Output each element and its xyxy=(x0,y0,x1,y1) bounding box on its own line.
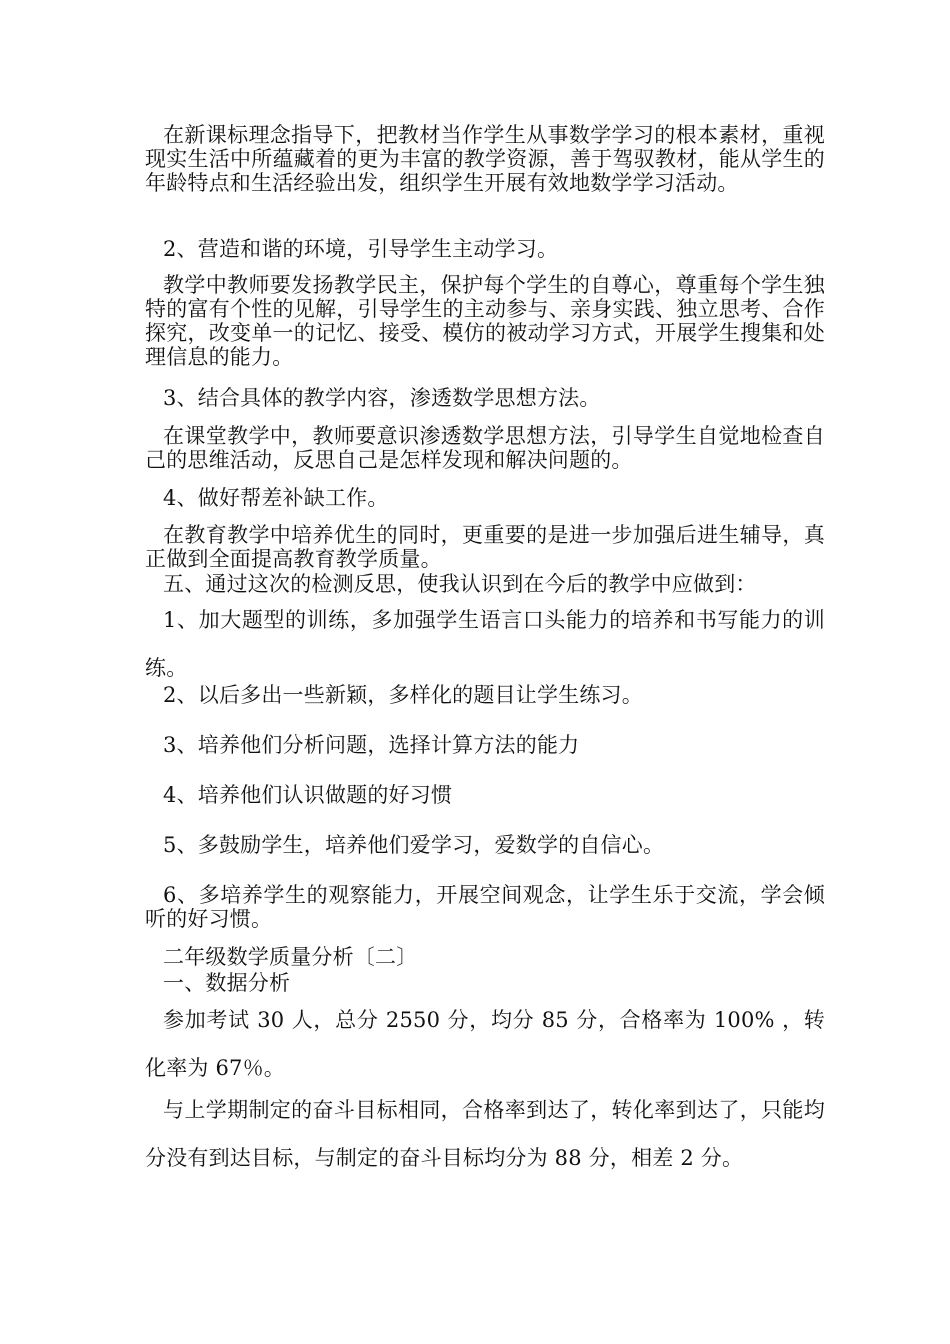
list-item-5: 5、多鼓励学生，培养他们爱学习，爱数学的自信心。 xyxy=(163,833,665,857)
section-title-analysis-2: 二年级数学质量分析〔二〕 xyxy=(163,945,418,969)
list-item-6: 6、多培养学生的观察能力，开展空间观念，让学生乐于交流，学会倾听的好习惯。 xyxy=(145,883,825,931)
heading-item-4: 4、做好帮差补缺工作。 xyxy=(163,486,389,510)
paragraph-math-thinking: 在课堂教学中，教师要意识渗透数学思想方法，引导学生自觉地检查自己的思维活动，反思自己是怎样发现和解决问题的。 xyxy=(145,424,825,472)
list-item-2: 2、以后多出一些新颖，多样化的题目让学生练习。 xyxy=(163,683,643,707)
paragraph-goal-comparison: 与上学期制定的奋斗目标相同，合格率到达了，转化率到达了，只能均分没有到达目标，与制定的奋斗目标均分为 88 分，相差 2 分。 xyxy=(145,1098,825,1170)
list-item-3: 3、培养他们分析问题，选择计算方法的能力 xyxy=(163,733,580,757)
paragraph-textbook-use: 在新课标理念指导下，把教材当作学生从事数学学习的根本素材，重视现实生活中所蕴藏着的更为丰富的教学资源，善于驾驭教材，能从学生的年龄特点和生活经验出发，组织学生开展有效地数学学习活动。 xyxy=(145,123,825,195)
heading-item-2: 2、营造和谐的环境，引导学生主动学习。 xyxy=(163,237,559,261)
heading-item-3: 3、结合具体的教学内容，渗透数学思想方法。 xyxy=(163,386,601,410)
list-item-1: 1、加大题型的训练，多加强学生语言口头能力的培养和书写能力的训练。 xyxy=(145,608,825,680)
paragraph-tutoring: 在教育教学中培养优生的同时，更重要的是进一步加强后进生辅导，真正做到全面提高教育教学质量。 xyxy=(145,523,825,571)
heading-data-analysis: 一、数据分析 xyxy=(163,971,291,995)
paragraph-exam-statistics: 参加考试 30 人，总分 2550 分，均分 85 分，合格率为 100% ，转化率为 67％。 xyxy=(145,1008,825,1080)
heading-section-5: 五、通过这次的检测反思，使我认识到在今后的教学中应做到： xyxy=(163,572,757,596)
list-item-4: 4、培养他们认识做题的好习惯 xyxy=(163,783,453,807)
paragraph-democratic-teaching: 教学中教师要发扬教学民主，保护每个学生的自尊心，尊重每个学生独特的富有个性的见解，引导学生的主动参与、亲身实践、独立思考、合作探究，改变单一的记忆、接受、模仿的被动学习方式，开展学生搜集和处理信息的能力。 xyxy=(145,273,825,369)
